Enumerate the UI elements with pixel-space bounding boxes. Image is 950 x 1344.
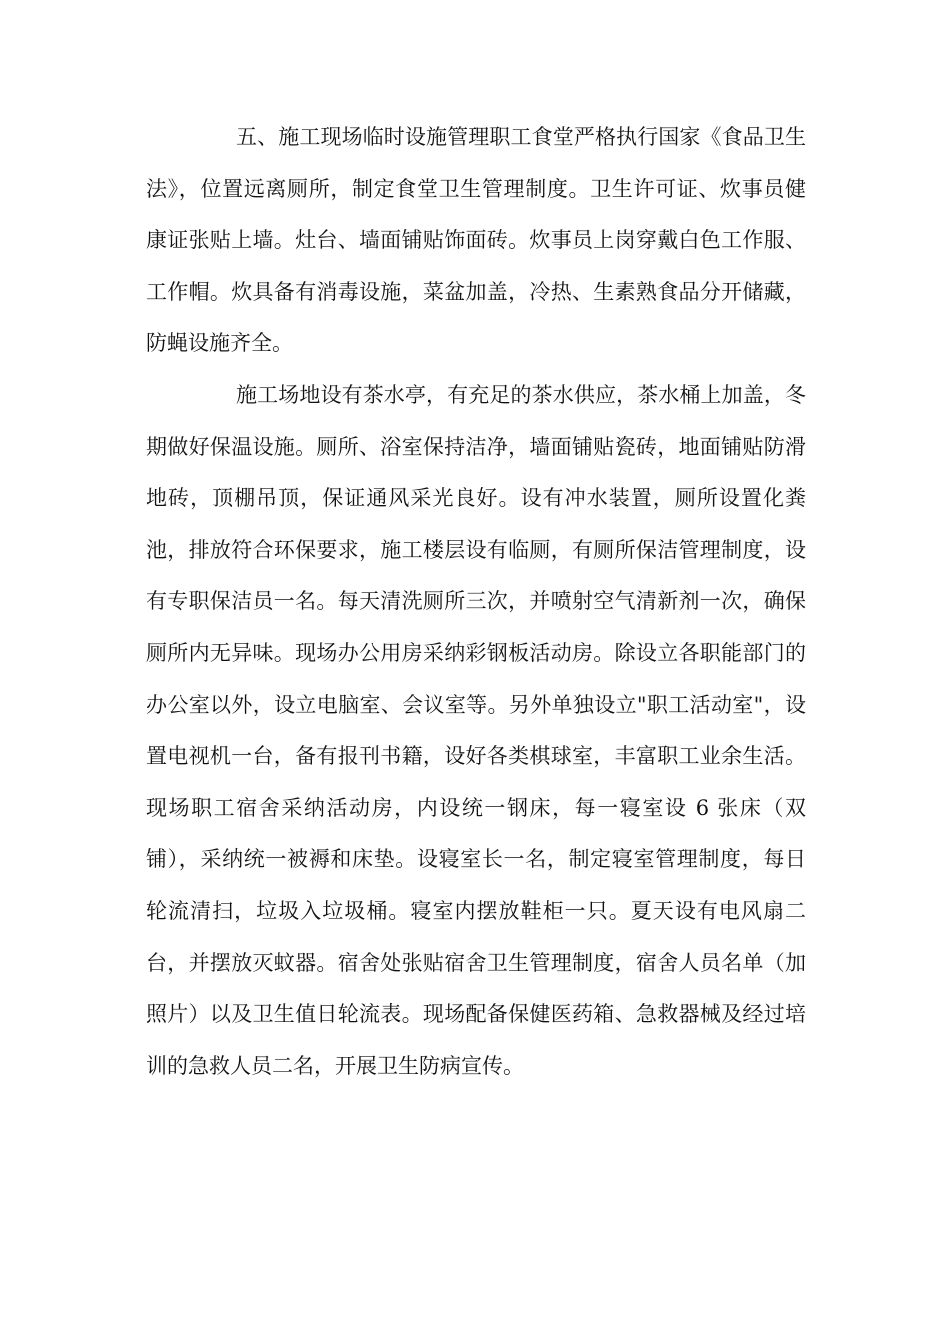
document-body: [146, 112, 806, 1092]
paragraph-site-facilities-hygiene: 施工场地设有茶水亭，有充足的茶水供应，茶水桶上加盖，冬期做好保温设施。厕所、浴室保持洁净，墙面铺贴瓷砖，地面铺贴防滑地砖，顶棚吊顶，保证通风采光良好。设有冲水装置，厕所设置化粪池，排放符合环保要求，施工楼层设有临厕，有厕所保洁管理制度，设有专职保洁员一名。每天清洗厕所三次，并喷射空气清新剂一次，确保厕所内无异味。现场办公用房采纳彩钢板活动房。除设立各职能部门的办公室以外，设立电脑室、会议室等。另外单独设立"职工活动室"，设置电视机一台，备有报刊书籍，设好各类棋球室，丰富职工业余生活。现场职工宿舍采纳活动房，内设统一钢床，每一寝室设 6 张床（双铺），采纳统一被褥和床垫。设寝室长一名，制定寝室管理制度，每日轮流清扫，垃圾入垃圾桶。寝室内摆放鞋柜一只。夏天设有电风扇二台，并摆放灭蚊器。宿舍处张贴宿舍卫生管理制度，宿舍人员名单（加照片）以及卫生值日轮流表。现场配备保健医药箱、急救器械及经过培训的急救人员二名，开展卫生防病宣传。: [146, 382, 806, 1078]
paragraph-temporary-facilities-canteen: 五、施工现场临时设施管理职工食堂严格执行国家《食品卫生法》，位置远离厕所，制定食堂卫生管理制度。卫生许可证、炊事员健康证张贴上墙。灶台、墙面铺贴饰面砖。炊事员上岗穿戴白色工作服、工作帽。炊具备有消毒设施，菜盆加盖，冷热、生素熟食品分开储藏，防蝇设施齐全。: [146, 125, 806, 356]
